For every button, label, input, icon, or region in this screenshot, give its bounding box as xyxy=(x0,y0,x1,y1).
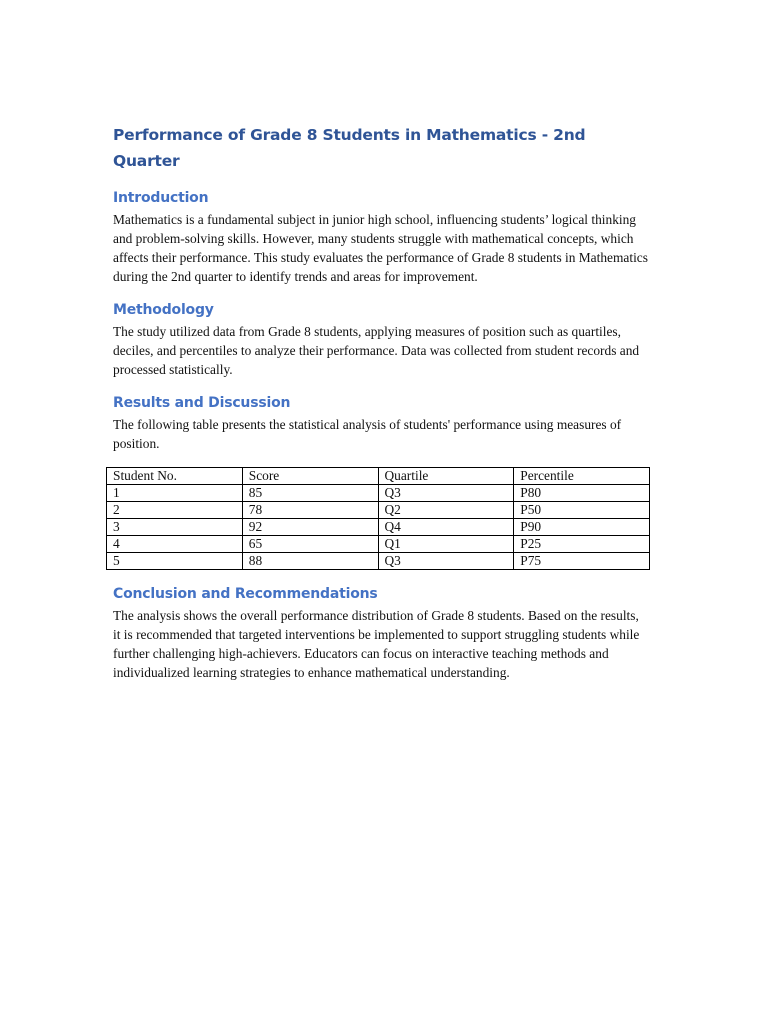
results-table xyxy=(106,467,650,570)
table-cell: 5 xyxy=(107,553,243,570)
section-body-results: The following table presents the statistical analysis of students' performance using measures of position. xyxy=(113,417,622,451)
table-row xyxy=(107,485,650,502)
table-cell: 85 xyxy=(242,485,378,502)
column-header: Quartile xyxy=(378,468,514,485)
table-cell: 92 xyxy=(242,519,378,536)
section-body-methodology: The study utilized data from Grade 8 students, applying measures of position such as quartiles, deciles, and percentiles to analyze their performance. Data was collected from student records and processed statistically. xyxy=(113,324,640,377)
table-cell: 1 xyxy=(107,485,243,502)
table-cell: P50 xyxy=(514,502,650,519)
table-row xyxy=(107,536,650,553)
table-cell: P75 xyxy=(514,553,650,570)
table-cell: Q1 xyxy=(378,536,514,553)
table-cell: P80 xyxy=(514,485,650,502)
table-cell: 88 xyxy=(242,553,378,570)
table-cell: 65 xyxy=(242,536,378,553)
table-cell: 78 xyxy=(242,502,378,519)
table-cell: 4 xyxy=(107,536,243,553)
document-page xyxy=(113,122,649,682)
column-header: Score xyxy=(242,468,378,485)
table-cell: 2 xyxy=(107,502,243,519)
table-row xyxy=(107,502,650,519)
section-body-conclusion: The analysis shows the overall performance distribution of Grade 8 students. Based on the results, it is recommended that targeted interventions be implemented to support struggling students while further challenging high-achievers. Educators can focus on interactive teaching methods and individualized learning strategies to enhance mathematical understanding. xyxy=(113,608,640,680)
document-title: Performance of Grade 8 Students in Mathematics - 2nd Quarter xyxy=(113,126,586,170)
table-row xyxy=(107,553,650,570)
table-cell: Q2 xyxy=(378,502,514,519)
table-cell: 3 xyxy=(107,519,243,536)
section-heading-introduction: Introduction xyxy=(113,190,209,206)
table-cell: Q3 xyxy=(378,485,514,502)
column-header: Student No. xyxy=(107,468,243,485)
section-heading-methodology: Methodology xyxy=(113,302,214,318)
section-body-introduction: Mathematics is a fundamental subject in junior high school, influencing students’ logical thinking and problem-solving skills. However, many students struggle with mathematical concepts, which affects their performance. This study evaluates the performance of Grade 8 students in Mathematics during the 2nd quarter to identify trends and areas for improvement. xyxy=(113,212,648,284)
section-heading-results: Results and Discussion xyxy=(113,395,291,411)
table-row xyxy=(107,519,650,536)
table-cell: P25 xyxy=(514,536,650,553)
section-heading-conclusion: Conclusion and Recommendations xyxy=(113,586,378,602)
column-header: Percentile xyxy=(514,468,650,485)
table-cell: P90 xyxy=(514,519,650,536)
table-cell: Q4 xyxy=(378,519,514,536)
table-cell: Q3 xyxy=(378,553,514,570)
table-header-row xyxy=(107,468,650,485)
